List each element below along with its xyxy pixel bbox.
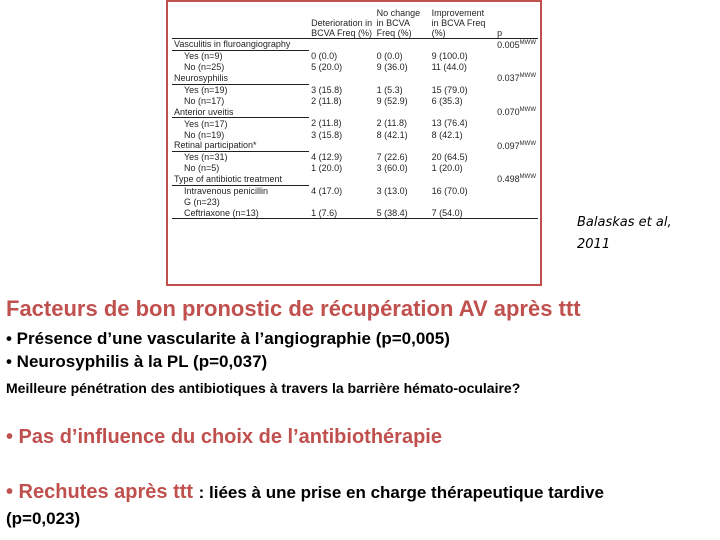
p-value-test-superscript: MWW [519, 107, 536, 114]
table-group-row [172, 106, 538, 117]
header-improvement: Improvement in BCVA Freq (%) [430, 4, 496, 39]
cell-p-value: $0.037^{MWW}$ [497, 73, 536, 84]
cell-improvement: 9 (100.0) [431, 51, 468, 62]
results-table-image [166, 0, 542, 286]
row-label: Ceftriaxone (n=13) [172, 207, 309, 218]
cell-deterioration: 3 (15.8) [311, 129, 343, 140]
cell-no-change: 3 (13.0) [376, 185, 408, 196]
cell-no-change: 9 (52.9) [376, 95, 408, 106]
bullet-neurosyphilis: • Neurosyphilis à la PL (p=0,037) [6, 352, 268, 371]
cell-no-change [375, 140, 430, 151]
cell-deterioration [309, 174, 374, 185]
bullet-relapses-main: • Rechutes après ttt [6, 481, 199, 503]
cell-deterioration [309, 39, 374, 51]
cell-no-change [375, 174, 430, 185]
row-label: G (n=23) [184, 196, 220, 207]
table-row [172, 163, 538, 174]
cell-improvement: 6 (35.3) [431, 95, 463, 106]
cell-no-change: 8 (42.1) [376, 129, 408, 140]
table-row [172, 95, 538, 106]
table-row [172, 185, 538, 196]
bullet-relapses [6, 481, 604, 504]
cell-p-value [495, 196, 538, 207]
table-header-row [172, 4, 538, 39]
cell-improvement: 8 (42.1) [431, 129, 463, 140]
cell-no-change [375, 39, 430, 51]
row-label: No (n=19) [184, 129, 225, 140]
cell-improvement: 16 (70.0) [431, 185, 468, 196]
cell-no-change: 2 (11.8) [376, 118, 407, 129]
citation-authors: Balaskas et al, [577, 215, 672, 230]
row-label: Yes (n=17) [184, 118, 228, 129]
cell-improvement [430, 174, 496, 185]
cell-deterioration: 5 (20.0) [311, 62, 343, 73]
cell-p-value: $0.005^{MWW}$ [497, 39, 536, 50]
table-row [172, 50, 538, 61]
row-label: No (n=25) [184, 62, 225, 73]
cell-improvement: 15 (79.0) [431, 84, 468, 95]
cell-improvement [430, 73, 496, 84]
row-label: Yes (n=19) [184, 85, 228, 95]
row-label: No (n=5) [184, 163, 220, 174]
cell-improvement [430, 140, 496, 151]
header-label [172, 4, 309, 39]
cell-p-value: $0.070^{MWW}$ [497, 107, 536, 118]
cell-no-change: 7 (22.6) [376, 152, 408, 163]
cell-improvement: 11 (44.0) [431, 62, 467, 73]
cell-no-change: 3 (60.0) [376, 163, 408, 174]
cell-deterioration [309, 73, 374, 84]
cell-no-change [375, 73, 430, 84]
p-value-test-superscript: MWW [519, 140, 536, 147]
cell-p-value [495, 207, 538, 218]
cell-p-value [495, 151, 538, 162]
header-deterioration: Deterioration in BCVA Freq (%) [309, 4, 374, 39]
bullet-relapses-rest: : liées à une prise en charge thérapeutique tardive [198, 483, 604, 502]
table-row [172, 151, 538, 162]
row-label: Type of antibiotic treatment [172, 174, 309, 185]
header-no-change: No change in BCVA Freq (%) [375, 4, 430, 39]
row-label: Anterior uveitis [172, 106, 309, 117]
cell-deterioration: 1 (7.6) [309, 207, 374, 218]
row-label: Yes (n=31) [184, 152, 228, 163]
cell-no-change [375, 196, 430, 207]
cell-improvement [430, 196, 496, 207]
p-value-test-superscript: MWW [519, 73, 536, 80]
citation [577, 212, 707, 256]
table-body [172, 39, 538, 219]
cell-p-value [495, 118, 538, 129]
cell-deterioration [309, 106, 374, 117]
table-group-row [172, 39, 538, 51]
cell-p-value: $0.498^{MWW}$ [497, 174, 536, 185]
cell-improvement: 7 (54.0) [430, 207, 496, 218]
cell-p-value: $0.097^{MWW}$ [497, 140, 536, 151]
cell-p-value [495, 62, 538, 73]
table-group-row [172, 73, 538, 84]
cell-p-value [495, 163, 538, 174]
cell-p-value [495, 129, 538, 140]
table-group-row [172, 174, 538, 185]
cell-improvement: 20 (64.5) [431, 152, 468, 163]
cell-p-value [495, 50, 538, 61]
cell-improvement [430, 39, 496, 51]
row-label: Retinal participation* [172, 140, 309, 151]
row-label: Intravenous penicillin [184, 186, 269, 197]
cell-deterioration: 0 (0.0) [311, 51, 338, 62]
bullet-relapses-pvalue: (p=0,023) [6, 509, 81, 528]
cell-improvement: 1 (20.0) [431, 163, 463, 174]
cell-no-change: 9 (36.0) [376, 62, 408, 73]
table-row [172, 196, 538, 207]
table-row [172, 118, 538, 129]
cell-deterioration: 4 (17.0) [311, 185, 343, 196]
table-row [172, 84, 538, 95]
row-label: Vasculitis in fluroangiography [172, 39, 309, 51]
cell-no-change: 5 (38.4) [375, 207, 430, 218]
bullet-vasculitis: • Présence d’une vascularite à l’angiographie (p=0,005) [6, 329, 450, 348]
cell-p-value [495, 185, 538, 196]
row-label: Neurosyphilis [172, 73, 309, 84]
note-penetration: Meilleure pénétration des antibiotiques à travers la barrière hémato-oculaire? [6, 380, 521, 396]
cell-deterioration: 2 (11.8) [311, 95, 342, 106]
table-row [172, 129, 538, 140]
cell-deterioration [309, 196, 374, 207]
table-row [172, 62, 538, 73]
cell-deterioration: 2 (11.8) [311, 118, 342, 129]
p-value-test-superscript: MWW [519, 39, 536, 46]
table-group-row [172, 140, 538, 151]
cell-no-change: 1 (5.3) [376, 84, 403, 95]
cell-improvement [430, 106, 496, 117]
results-table [172, 4, 538, 219]
cell-no-change [375, 106, 430, 117]
cell-deterioration: 3 (15.8) [311, 84, 343, 95]
table-row [172, 207, 538, 218]
citation-year: 2011 [577, 237, 611, 252]
cell-p-value [495, 95, 538, 106]
p-value-test-superscript: MWW [519, 174, 536, 181]
cell-improvement: 13 (76.4) [431, 118, 468, 129]
cell-deterioration: 1 (20.0) [311, 163, 343, 174]
row-label: No (n=17) [184, 95, 225, 106]
cell-no-change: 0 (0.0) [376, 51, 403, 62]
cell-deterioration [309, 140, 374, 151]
cell-deterioration: 4 (12.9) [311, 152, 343, 163]
cell-p-value [495, 84, 538, 95]
bullet-antibiotic-choice: • Pas d’influence du choix de l’antibiothérapie [6, 426, 442, 448]
slide-title: Facteurs de bon pronostic de récupération AV après ttt [6, 296, 581, 321]
header-p: p [495, 4, 538, 39]
row-label: Yes (n=9) [184, 51, 223, 62]
